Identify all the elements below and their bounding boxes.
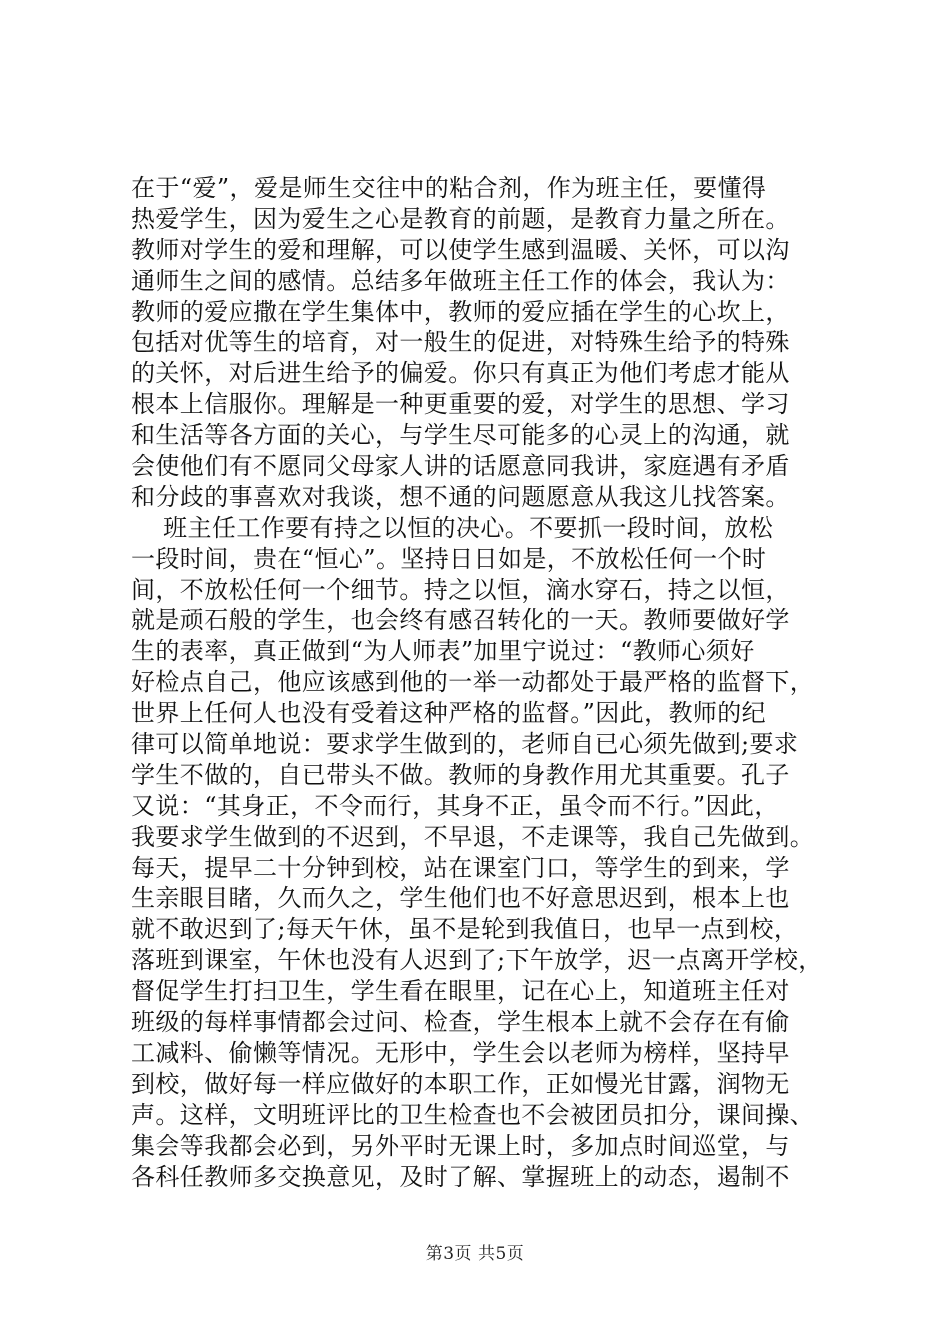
text-line: 根本上信服你。理解是一种更重要的爱，对学生的思想、学习 [131, 390, 790, 419]
text-line: 一段时间，贵在“恒心”。坚持日日如是，不放松任何一个时 [131, 544, 767, 573]
text-line: 通师生之间的感情。总结多年做班主任工作的体会，我认为： [131, 266, 790, 295]
text-line: 班级的每样事情都会过问、检查，学生根本上就不会存在有偷 [131, 1008, 790, 1037]
text-line: 班主任工作要有持之以恒的决心。不要抓一段时间，放松 [131, 513, 774, 542]
body-text [131, 173, 831, 1192]
text-line: 和分歧的事喜欢对我谈，想不通的问题愿意从我这儿找答案。 [131, 482, 790, 511]
text-line: 每天，提早二十分钟到校，站在课室门口，等学生的到来，学 [131, 853, 790, 882]
page-footer: 第3页 共5页 [425, 1244, 525, 1264]
text-line: 生的表率，真正做到“为人师表”加里宁说过：“教师心须好 [131, 637, 755, 666]
text-line: 学生不做的，自已带头不做。教师的身教作用尤其重要。孔子 [131, 760, 790, 789]
text-line: 就是顽石般的学生，也会终有感召转化的一天。教师要做好学 [131, 606, 790, 635]
text-line: 间，不放松任何一个细节。持之以恒，滴水穿石，持之以恒， [131, 575, 790, 604]
text-line: 工减料、偷懒等情况。无形中，学生会以老师为榜样，坚持早 [131, 1038, 790, 1067]
text-line: 教师对学生的爱和理解，可以使学生感到温暖、关怀，可以沟 [131, 235, 790, 264]
text-line: 集会等我都会必到，另外平时无课上时，多加点时间巡堂，与 [131, 1131, 790, 1160]
text-line: 和生活等各方面的关心，与学生尽可能多的心灵上的沟通，就 [131, 421, 790, 450]
text-line: 在于“爱”，爱是师生交往中的粘合剂，作为班主任，要懂得 [131, 174, 767, 202]
text-line: 督促学生打扫卫生，学生看在眼里，记在心上，知道班主任对 [131, 977, 790, 1006]
text-line: 到校，做好每一样应做好的本职工作，正如慢光甘露，润物无 [131, 1069, 790, 1098]
text-line: 的关怀，对后进生给予的偏爱。你只有真正为他们考虑才能从 [131, 359, 790, 388]
text-line: 又说：“其身正，不令而行，其身不正，虽令而不行。”因此， [131, 791, 779, 820]
text-line: 生亲眼目睹，久而久之，学生他们也不好意思迟到，根本上也 [131, 884, 790, 913]
text-line: 落班到课室，午休也没有人迟到了;下午放学，迟一点离开学校， [131, 946, 823, 975]
text-line: 好检点自己，他应该感到他的一举一动都处于最严格的监督下， [131, 668, 815, 697]
text-line: 世界上任何人也没有受着这种严格的监督。”因此，教师的纪 [131, 699, 767, 728]
text-line: 热爱学生，因为爱生之心是教育的前题，是教育力量之所在。 [131, 204, 790, 233]
text-line: 包括对优等生的培育，对一般生的促进，对特殊生给予的特殊 [131, 328, 790, 357]
text-line: 声。这样，文明班评比的卫生检查也不会被团员扣分，课间操、 [131, 1100, 815, 1129]
text-line: 律可以简单地说：要求学生做到的，老师自已心须先做到;要求 [131, 730, 799, 759]
text-line: 会使他们有不愿同父母家人讲的话愿意同我讲，家庭遇有矛盾 [131, 452, 790, 481]
text-line: 就不敢迟到了;每天午休，虽不是轮到我值日，也早一点到校， [131, 915, 799, 944]
text-line: 教师的爱应撒在学生集体中，教师的爱应插在学生的心坎上， [131, 297, 790, 326]
text-line: 各科任教师多交换意见，及时了解、掌握班上的动态，遏制不 [131, 1162, 790, 1191]
text-line: 我要求学生做到的不迟到，不早退，不走课等，我自己先做到。 [131, 822, 815, 851]
